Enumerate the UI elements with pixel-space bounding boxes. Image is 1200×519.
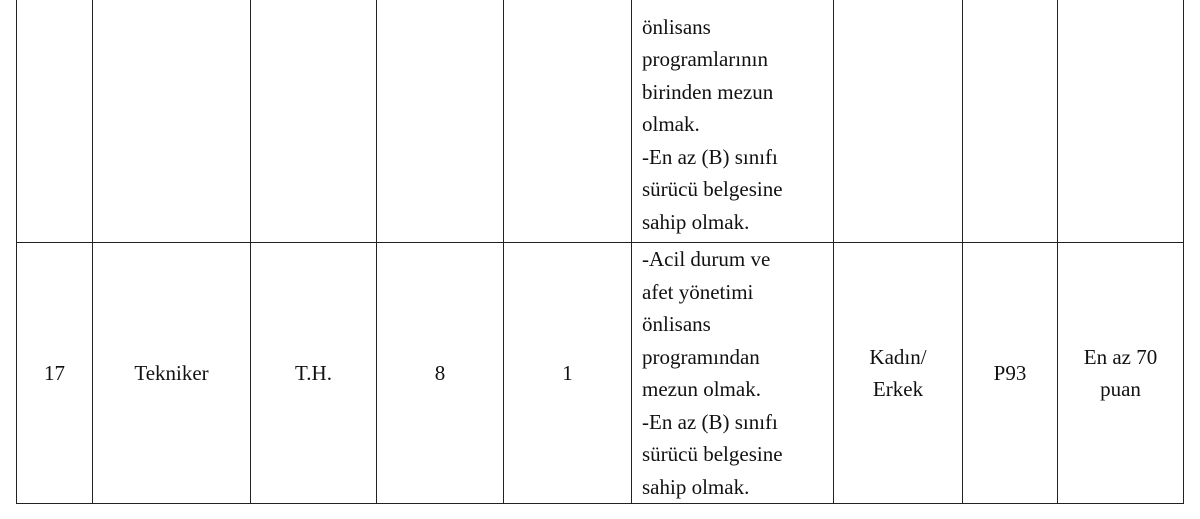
table-row	[17, 243, 1184, 504]
requirement-line: sürücü belgesine	[642, 442, 783, 466]
cell-gender	[834, 243, 963, 504]
cell-no	[17, 0, 93, 243]
cell-requirements	[632, 243, 834, 504]
requirement-line: sürücü belgesine	[642, 177, 783, 201]
cell-type: T.H.	[251, 243, 377, 504]
requirement-line: -En az (B) sınıfı	[642, 409, 778, 434]
cell-gender	[834, 0, 963, 243]
min-score-line: puan	[1100, 377, 1141, 401]
table-row	[17, 0, 1184, 243]
requirement-line: sahip olmak.	[642, 474, 750, 499]
requirement-line: sahip olmak.	[642, 209, 750, 234]
cell-score-type: P93	[963, 243, 1058, 504]
cell-count	[504, 0, 632, 243]
gender-line: Erkek	[872, 377, 924, 401]
cell-count: 1	[504, 243, 632, 504]
requirement-line: önlisans	[642, 312, 711, 336]
requirement-line: birinden mezun	[642, 79, 774, 104]
cell-requirements	[632, 0, 834, 243]
requirement-line: programından	[642, 344, 760, 369]
requirement-line: -En az (B) sınıfı	[642, 144, 778, 169]
cell-code	[377, 0, 504, 243]
min-score-line: En az 70	[1083, 344, 1158, 369]
requirement-line: afet yönetimi	[642, 279, 754, 304]
requirement-line: mezun olmak.	[642, 377, 761, 401]
cell-code: 8	[377, 243, 504, 504]
cell-score-type	[963, 0, 1058, 243]
gender-line: Kadın/	[869, 344, 927, 369]
requirement-line: -Acil durum ve	[642, 247, 771, 271]
cell-min-score	[1058, 243, 1184, 504]
requirement-line: önlisans	[642, 14, 711, 39]
requirements-table	[16, 0, 1184, 504]
cell-type	[251, 0, 377, 243]
requirement-line: olmak.	[642, 112, 700, 136]
cell-min-score	[1058, 0, 1184, 243]
cell-title: Tekniker	[93, 243, 251, 504]
cell-title	[93, 0, 251, 243]
requirement-line: programlarının	[642, 47, 768, 71]
cell-no: 17	[17, 243, 93, 504]
